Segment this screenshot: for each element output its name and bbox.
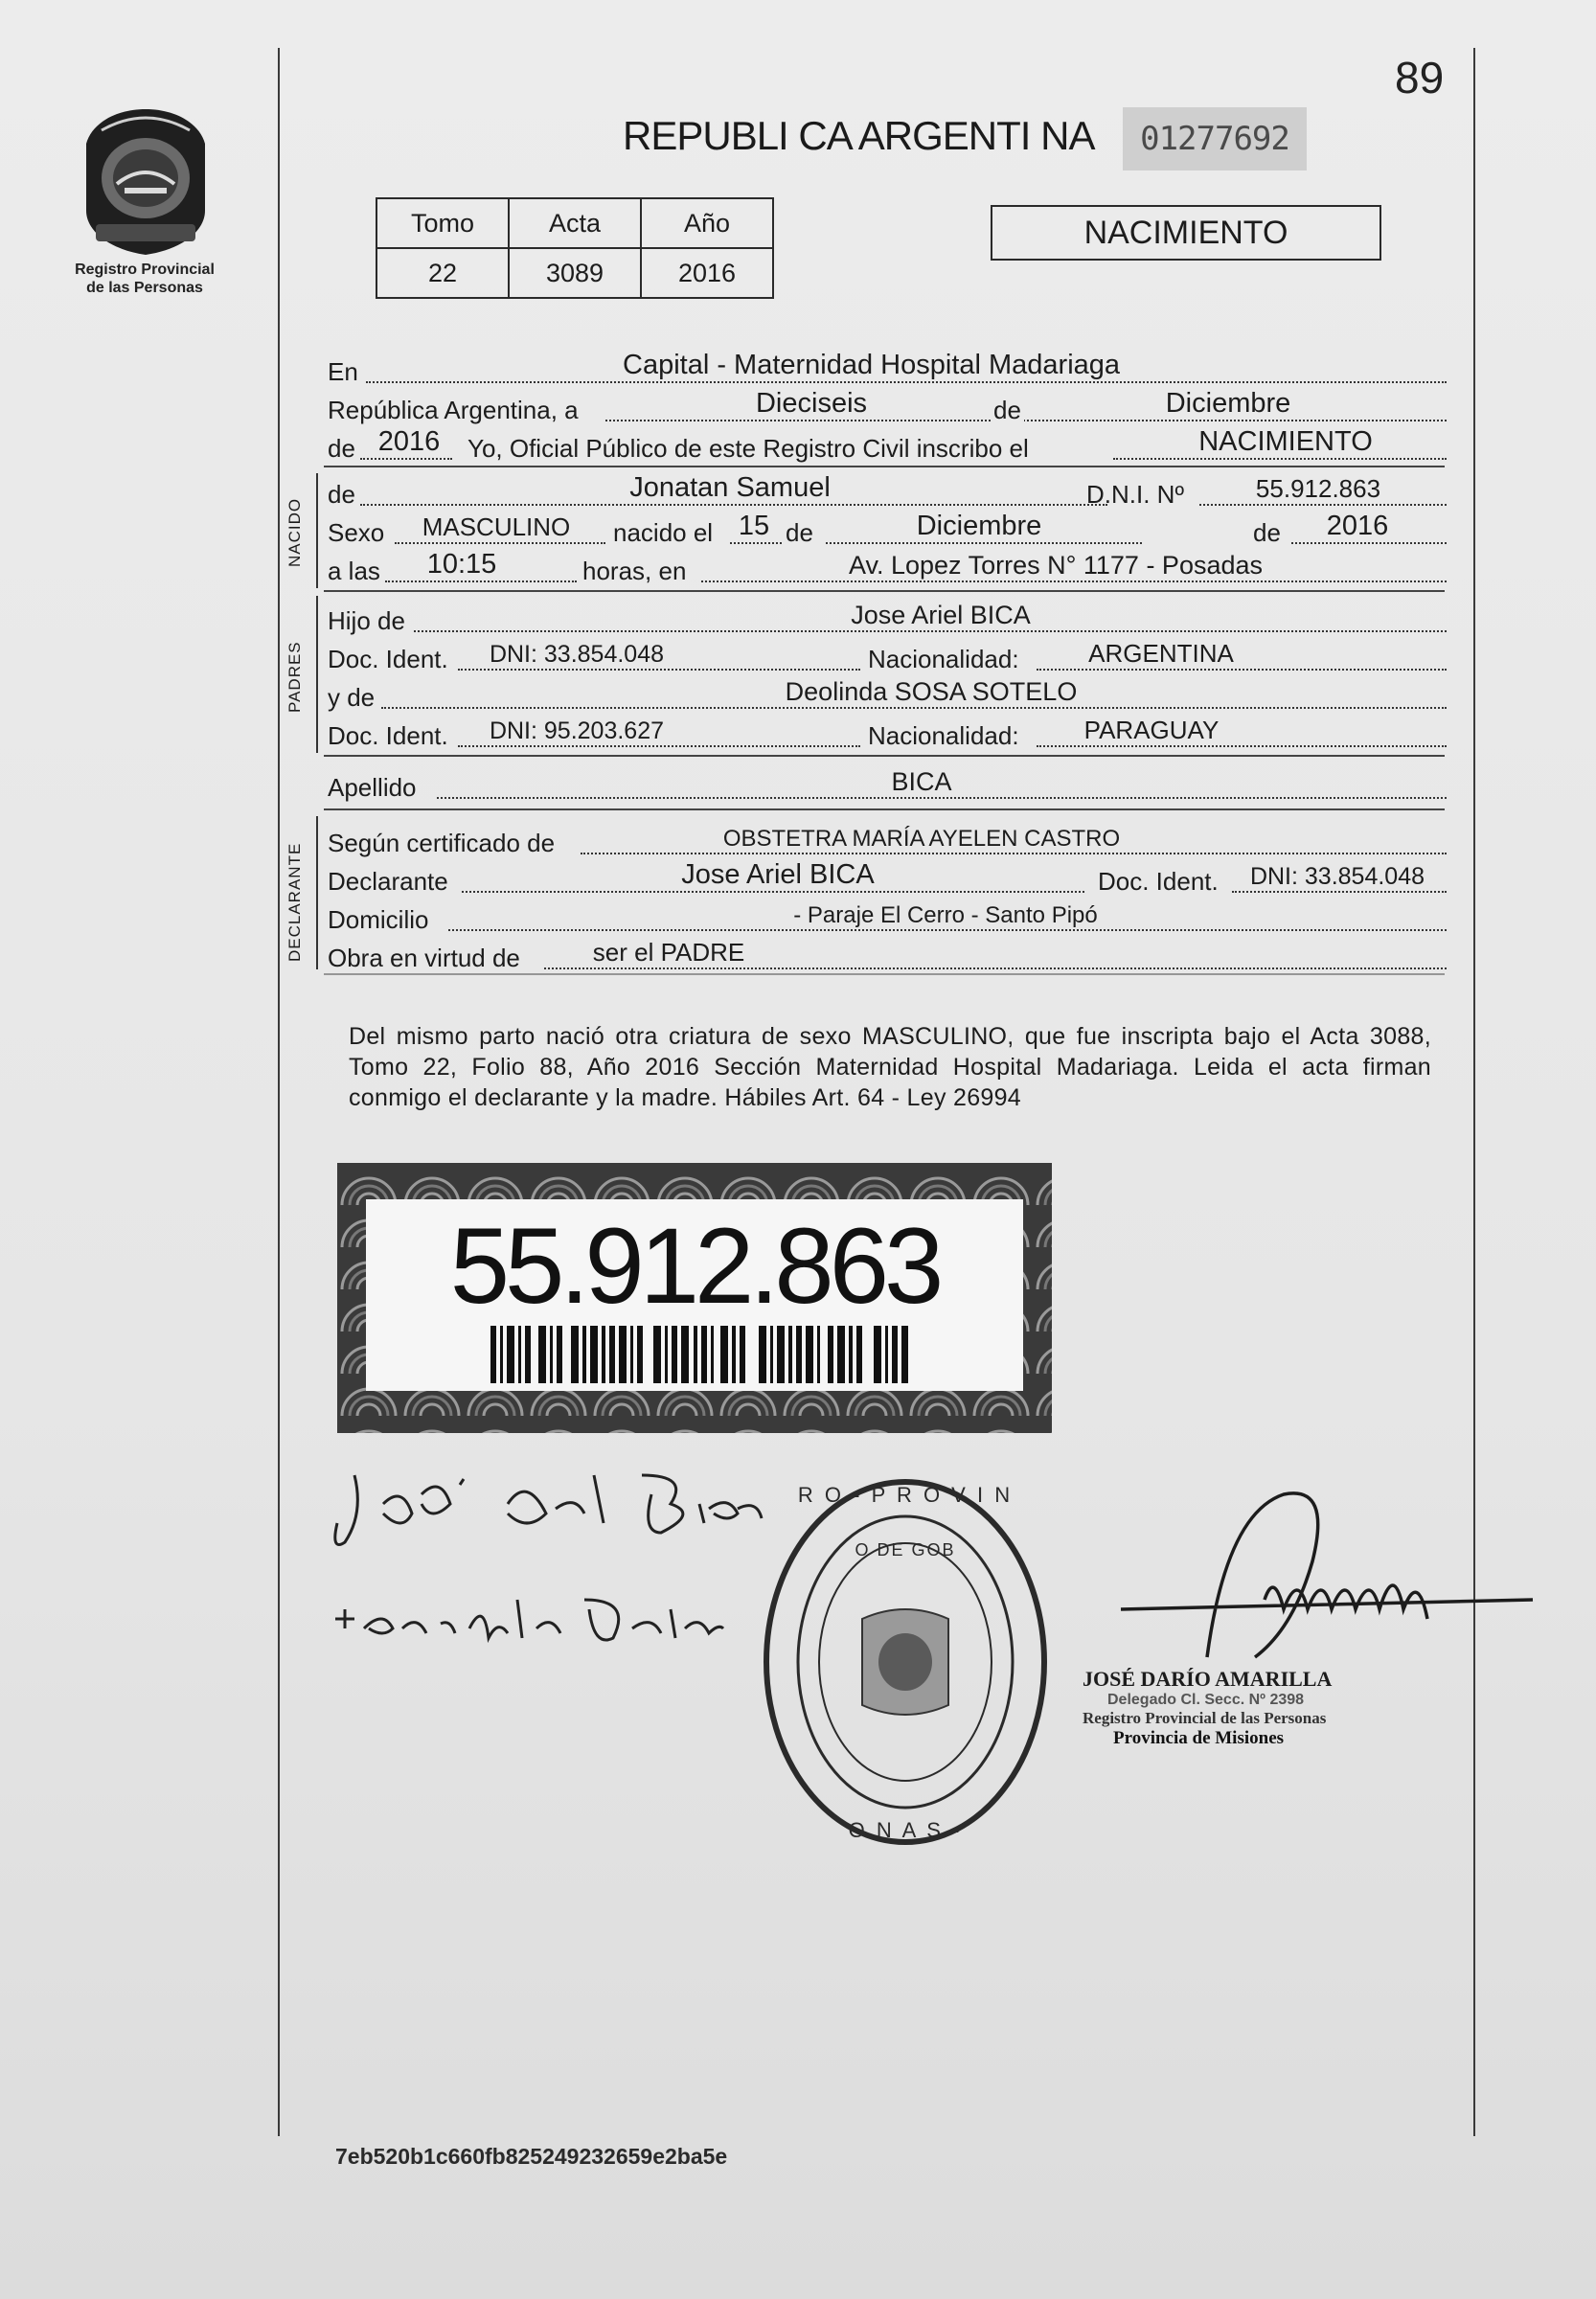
mother-name: Deolinda SOSA SOTELO bbox=[785, 677, 1078, 706]
svg-text:O DE GOB: O DE GOB bbox=[855, 1540, 956, 1559]
header-tomo: Tomo bbox=[376, 198, 509, 248]
line-declarante bbox=[328, 860, 1447, 899]
padres-side-label: PADRES bbox=[285, 641, 304, 713]
nacido-bar bbox=[316, 473, 318, 588]
line-nacido-name bbox=[328, 473, 1447, 512]
right-margin-line bbox=[1473, 48, 1475, 2136]
declarante-value: Jose Ariel BICA bbox=[681, 859, 875, 890]
birth-day: 15 bbox=[738, 511, 770, 541]
dotted-line bbox=[366, 381, 1447, 383]
apellido-label: Apellido bbox=[328, 773, 417, 802]
dotted-line bbox=[448, 929, 1447, 931]
child-name: Jonatan Samuel bbox=[629, 472, 831, 503]
domicilio-value: - Paraje El Cerro - Santo Pipó bbox=[793, 902, 1098, 928]
year-value: 2016 bbox=[377, 426, 441, 457]
hijo-label: Hijo de bbox=[328, 606, 405, 635]
father-doc: DNI: 33.854.048 bbox=[489, 641, 665, 668]
padres-bar bbox=[316, 596, 318, 753]
certificado-value: OBSTETRA MARÍA AYELEN CASTRO bbox=[722, 826, 1121, 852]
observations-text: Del mismo parto nació otra criatura de sexo MASCULINO, que fue inscripta bajo el Acta 3088, Tomo 22, Folio 88, Año 2016 Sección Maternidad Hospital Madariaga. Leida el acta firman conmigo el declarante y la madre. Hábiles Art. 64 - Ley 26994 bbox=[349, 1023, 1431, 1111]
official-name: JOSÉ DARÍO AMARILLA bbox=[1083, 1667, 1333, 1691]
dotted-line bbox=[1037, 745, 1447, 747]
father-nat-label: Nacionalidad: bbox=[868, 645, 1019, 673]
barcode-block bbox=[337, 1163, 1052, 1433]
left-margin-line bbox=[278, 48, 280, 2136]
declarante-side-label: DECLARANTE bbox=[285, 842, 304, 962]
dotted-line bbox=[544, 967, 1447, 969]
value-ano: 2016 bbox=[641, 248, 773, 298]
nacido-side-label: NACIDO bbox=[285, 497, 304, 567]
dotted-line bbox=[360, 504, 1107, 506]
inscribo-value: NACIMIENTO bbox=[1198, 426, 1373, 457]
de-label-3: de bbox=[1253, 518, 1281, 547]
de-label-2: de bbox=[786, 518, 813, 547]
month-value: Diciembre bbox=[1165, 388, 1291, 419]
official-province: Provincia de Misiones bbox=[1113, 1728, 1285, 1748]
obra-label: Obra en virtud de bbox=[328, 944, 520, 972]
republica-label: República Argentina, a bbox=[328, 396, 579, 424]
father-nationality: ARGENTINA bbox=[1088, 639, 1234, 668]
mother-nationality: PARAGUAY bbox=[1083, 716, 1220, 744]
svg-text:R O - P R O V I N: R O - P R O V I N bbox=[797, 1483, 1014, 1507]
official-stamp bbox=[757, 1475, 1054, 1849]
birth-month: Diciembre bbox=[916, 511, 1042, 541]
reference-header-row bbox=[376, 198, 773, 248]
dotted-line bbox=[395, 542, 605, 544]
provincial-emblem-logo bbox=[79, 105, 213, 259]
horas-label: horas, en bbox=[582, 557, 687, 585]
barcode-number: 55.912.863 bbox=[449, 1206, 940, 1326]
document-hash: 7eb520b1c660fb825249232659e2ba5e bbox=[335, 2144, 728, 2169]
dotted-line bbox=[581, 853, 1447, 854]
father-doc-label: Doc. Ident. bbox=[328, 645, 448, 673]
dotted-line bbox=[1037, 669, 1447, 671]
y-de-label: y de bbox=[328, 683, 376, 712]
dotted-line bbox=[605, 420, 1447, 421]
sexo-value: MASCULINO bbox=[422, 512, 571, 541]
value-acta: 3089 bbox=[509, 248, 641, 298]
section-rule bbox=[324, 808, 1445, 810]
child-dni: 55.912.863 bbox=[1255, 474, 1381, 503]
official-block bbox=[1083, 1667, 1408, 1749]
dotted-line bbox=[1199, 504, 1447, 506]
logo-caption-line2: de las Personas bbox=[86, 280, 203, 296]
section-rule bbox=[324, 590, 1445, 592]
header-ano: Año bbox=[641, 198, 773, 248]
line-republica bbox=[328, 389, 1447, 427]
sexo-label: Sexo bbox=[328, 518, 385, 547]
line-y-de bbox=[328, 676, 1447, 715]
line-father-doc bbox=[328, 638, 1447, 676]
logo-caption bbox=[38, 261, 251, 297]
nacido-de-label: de bbox=[328, 480, 355, 509]
father-name: Jose Ariel BICA bbox=[851, 601, 1031, 629]
dotted-line bbox=[381, 707, 1447, 709]
line-domicilio bbox=[328, 899, 1447, 937]
line-certificado bbox=[328, 822, 1447, 860]
dotted-line bbox=[462, 891, 1084, 893]
mother-signature bbox=[326, 1581, 728, 1667]
dotted-line bbox=[1113, 458, 1447, 460]
logo-caption-line1: Registro Provincial bbox=[75, 262, 215, 278]
birth-year: 2016 bbox=[1326, 511, 1389, 541]
official-office: Registro Provincial de las Personas bbox=[1083, 1709, 1327, 1727]
line-nacido-sexo bbox=[328, 512, 1447, 550]
page-number: 89 bbox=[1395, 53, 1445, 102]
dni-label: D.N.I. Nº bbox=[1086, 480, 1184, 509]
dotted-line bbox=[1232, 891, 1447, 893]
certificado-label: Según certificado de bbox=[328, 829, 556, 857]
dotted-line bbox=[701, 580, 1447, 582]
nacido-el-label: nacido el bbox=[613, 518, 714, 547]
section-rule bbox=[324, 466, 1445, 467]
line-en bbox=[328, 351, 1447, 389]
header-acta: Acta bbox=[509, 198, 641, 248]
domicilio-label: Domicilio bbox=[328, 905, 429, 934]
line-hijo-de bbox=[328, 600, 1447, 638]
dotted-line bbox=[414, 630, 1447, 632]
line-nacido-hora bbox=[328, 550, 1447, 588]
de-label: de bbox=[991, 396, 1024, 425]
year-label: de bbox=[328, 434, 355, 463]
dotted-line bbox=[437, 797, 1447, 799]
declarant-signature bbox=[326, 1456, 766, 1561]
dotted-line bbox=[360, 458, 452, 460]
record-type-box: NACIMIENTO bbox=[991, 205, 1381, 261]
apellido-value: BICA bbox=[891, 767, 952, 796]
en-label: En bbox=[328, 357, 358, 386]
value-tomo: 22 bbox=[376, 248, 509, 298]
reference-value-row bbox=[376, 248, 773, 298]
obra-value: ser el PADRE bbox=[592, 938, 745, 967]
barcode-label bbox=[366, 1199, 1023, 1391]
dotted-line bbox=[458, 745, 860, 747]
birth-time: 10:15 bbox=[426, 549, 497, 580]
mother-doc: DNI: 95.203.627 bbox=[489, 717, 665, 744]
dotted-line bbox=[1291, 542, 1447, 544]
svg-text:O N A S -: O N A S - bbox=[848, 1818, 963, 1842]
declarante-label: Declarante bbox=[328, 867, 448, 896]
official-signature bbox=[1092, 1475, 1542, 1667]
dotted-line bbox=[458, 669, 860, 671]
birth-place: Av. Lopez Torres N° 1177 - Posadas bbox=[848, 551, 1264, 580]
declarante-doc-label: Doc. Ident. bbox=[1098, 867, 1219, 896]
en-value: Capital - Maternidad Hospital Madariaga bbox=[623, 350, 1121, 380]
section-rule bbox=[324, 755, 1445, 757]
alas-label: a las bbox=[328, 557, 380, 585]
inscribo-label: Yo, Oficial Público de este Registro Civil inscribo el bbox=[467, 434, 1029, 463]
reference-table bbox=[376, 197, 774, 299]
line-inscribo bbox=[328, 427, 1447, 466]
line-apellido bbox=[328, 766, 1447, 805]
line-mother-doc bbox=[328, 715, 1447, 753]
dotted-line bbox=[730, 542, 782, 544]
country-heading: REPUBLI CA ARGENTI NA bbox=[623, 113, 1095, 158]
section-rule bbox=[324, 973, 1445, 975]
barcode-bars bbox=[490, 1326, 908, 1383]
day-value: Dieciseis bbox=[755, 388, 868, 419]
declarante-bar bbox=[316, 816, 318, 969]
official-role: Delegado Cl. Secc. Nº 2398 bbox=[1107, 1692, 1305, 1708]
dotted-line bbox=[385, 580, 577, 582]
declarante-doc: DNI: 33.854.048 bbox=[1249, 863, 1425, 890]
dotted-line bbox=[826, 542, 1142, 544]
mother-nat-label: Nacionalidad: bbox=[868, 721, 1019, 750]
mother-doc-label: Doc. Ident. bbox=[328, 721, 448, 750]
line-obra bbox=[328, 937, 1447, 975]
serial-number-stamp: 01277692 bbox=[1123, 107, 1307, 171]
